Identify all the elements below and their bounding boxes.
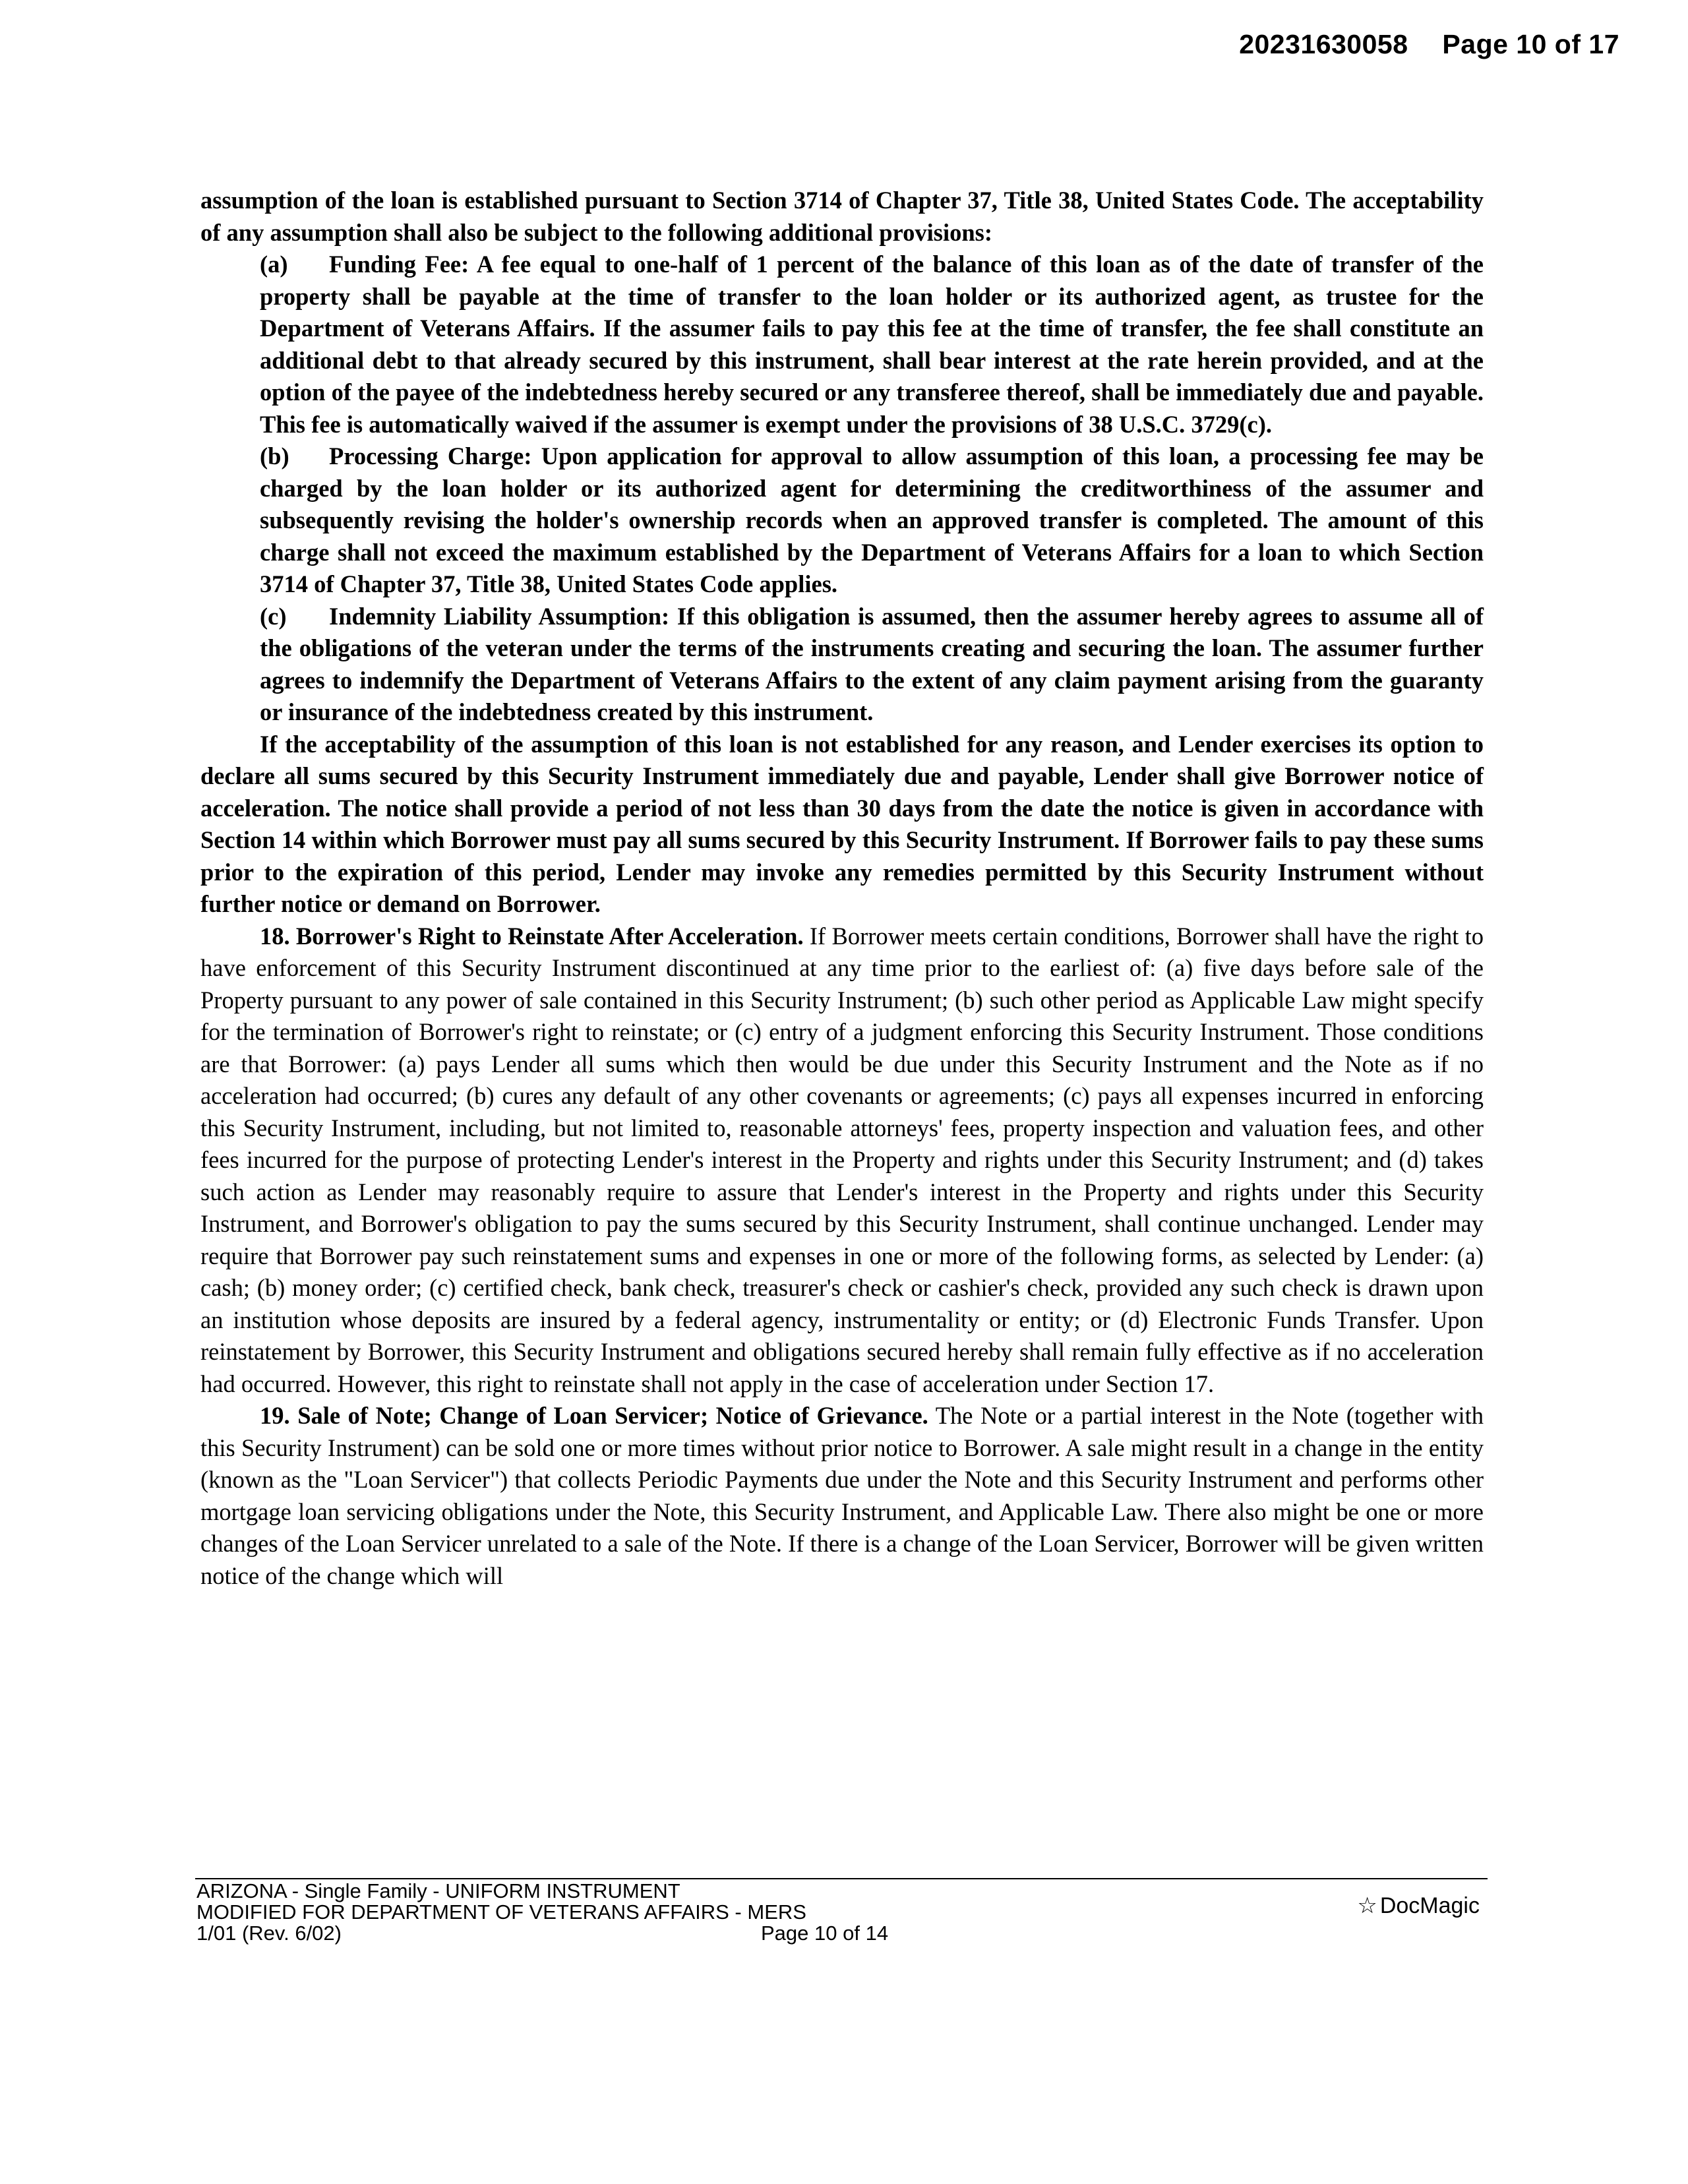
provision-b-text: Processing Charge: Upon application for approval to allow assumption of this loan, a processing fee may be charged by the loan holder or its authorized agent for determining the creditworthiness of the assumer and subsequently revising the holder's ownership records when an approved transfer is completed. The amount of this charge shall not exceed the maximum established by the Department of Veterans Affairs for a loan to which Section 3714 of Chapter 37, Title 38, United States Code applies. bbox=[260, 442, 1484, 597]
recording-number: 20231630058 bbox=[1239, 29, 1408, 59]
footer-line-1: ARIZONA - Single Family - UNIFORM INSTRUMENT bbox=[196, 1879, 680, 1902]
section-18-heading: 18. Borrower's Right to Reinstate After Acceleration. bbox=[260, 922, 804, 950]
footer-page-number: Page 10 of 14 bbox=[761, 1922, 889, 1945]
provision-b bbox=[260, 440, 1484, 601]
provision-a-label: (a) bbox=[260, 251, 288, 278]
docmagic-logo bbox=[1357, 1895, 1480, 1916]
footer-line-3: 1/01 (Rev. 6/02) bbox=[196, 1922, 342, 1945]
section-19-text: The Note or a partial interest in the Note (together with this Security Instrument) can be sold one or more times without prior notice to Borrower. A sale might result in a change in the entity (known as the "Loan Servicer") that collects Periodic Payments due under the Note and this Security Instrument and performs other mortgage loan servicing obligations under the Note, this Security Instrument, and Applicable Law. There also might be one or more changes of the Loan Servicer unrelated to a sale of the Note. If there is a change of the Loan Servicer, Borrower will be given written notice of the change which will bbox=[200, 1402, 1484, 1589]
provision-a-text: Funding Fee: A fee equal to one-half of 1 percent of the balance of this loan as of the date of transfer of the property shall be payable at the time of transfer to the loan holder or its authorized agent, as trustee for the Department of Veterans Affairs. If the assumer fails to pay this fee at the time of transfer, the fee shall constitute an additional debt to that already secured by this instrument, shall bear interest at the rate herein provided, and at the option of the payee of the indebtedness hereby secured or any transferee thereof, shall be immediately due and payable. This fee is automatically waived if the assumer is exempt under the provisions of 38 U.S.C. 3729(c). bbox=[260, 251, 1484, 438]
provision-b-label: (b) bbox=[260, 442, 289, 470]
recording-page-label: Page 10 of 17 bbox=[1442, 29, 1619, 59]
section-18 bbox=[200, 921, 1484, 1401]
acceleration-notice: If the acceptability of the assumption of this loan is not established for any reason, and Lender exercises its option to declare all sums secured by this Security Instrument immediately due and payable, Lender shall give Borrower notice of acceleration. The notice shall provide a period of not less than 30 days from the date the notice is given in accordance with Section 14 within which Borrower must pay all sums secured by this Security Instrument. If Borrower fails to pay these sums prior to the expiration of this period, Lender may invoke any remedies permitted by this Security Instrument without further notice or demand on Borrower. bbox=[200, 730, 1484, 917]
star-outline-icon: ☆ bbox=[1357, 1893, 1377, 1918]
section-19 bbox=[200, 1400, 1484, 1592]
recording-header bbox=[1239, 29, 1619, 60]
docmagic-brand: DocMagic bbox=[1379, 1893, 1480, 1918]
provision-a bbox=[260, 249, 1484, 440]
page-footer bbox=[196, 1881, 1489, 1944]
section-18-text: If Borrower meets certain conditions, Borrower shall have the right to have enforcement of this Security Instrument discontinued at any time prior to the earliest of: (a) five days before sale of the Property pursuant to any power of sale contained in this Security Instrument; (b) such other period as Applicable Law might specify for the termination of Borrower's right to reinstate; or (c) entry of a judgment enforcing this Security Instrument. Those conditions are that Borrower: (a) pays Lender all sums which then would be due under this Security Instrument and the Note as if no acceleration had occurred; (b) cures any default of any other covenants or agreements; (c) pays all expenses incurred in enforcing this Security Instrument, including, but not limited to, reasonable attorneys' fees, property inspection and valuation fees, and other fees incurred for the purpose of protecting Lender's interest in the Property and rights under this Security Instrument; and (d) takes such action as Lender may reasonably require to assure that Lender's interest in the Property and rights under this Security Instrument, and Borrower's obligation to pay the sums secured by this Security Instrument, shall continue unchanged. Lender may require that Borrower pay such reinstatement sums and expenses in one or more of the following forms, as selected by Lender: (a) cash; (b) money order; (c) certified check, bank check, treasurer's check or cashier's check, provided any such check is drawn upon an institution whose deposits are insured by a federal agency, instrumentality or entity; or (d) Electronic Funds Transfer. Upon reinstatement by Borrower, this Security Instrument and obligations secured hereby shall remain fully effective as if no acceleration had occurred. However, this right to reinstate shall not apply in the case of acceleration under Section 17. bbox=[200, 922, 1484, 1397]
assumption-intro: assumption of the loan is established pursuant to Section 3714 of Chapter 37, Title 38, United States Code. The acceptability of any assumption shall also be subject to the following additional provisions: bbox=[200, 187, 1484, 246]
document-body bbox=[200, 185, 1484, 1592]
section-19-heading: 19. Sale of Note; Change of Loan Servicer; Notice of Grievance. bbox=[260, 1402, 928, 1429]
provision-c-label: (c) bbox=[260, 602, 287, 630]
provision-c bbox=[260, 601, 1484, 729]
provision-c-text: Indemnity Liability Assumption: If this obligation is assumed, then the assumer hereby agrees to assume all of the obligations of the veteran under the terms of the instruments creating and securing the loan. The assumer further agrees to indemnify the Department of Veterans Affairs to the extent of any claim payment arising from the guaranty or insurance of the indebtedness created by this instrument. bbox=[260, 602, 1484, 725]
footer-line-2: MODIFIED FOR DEPARTMENT OF VETERANS AFFAIRS - MERS bbox=[196, 1900, 806, 1924]
